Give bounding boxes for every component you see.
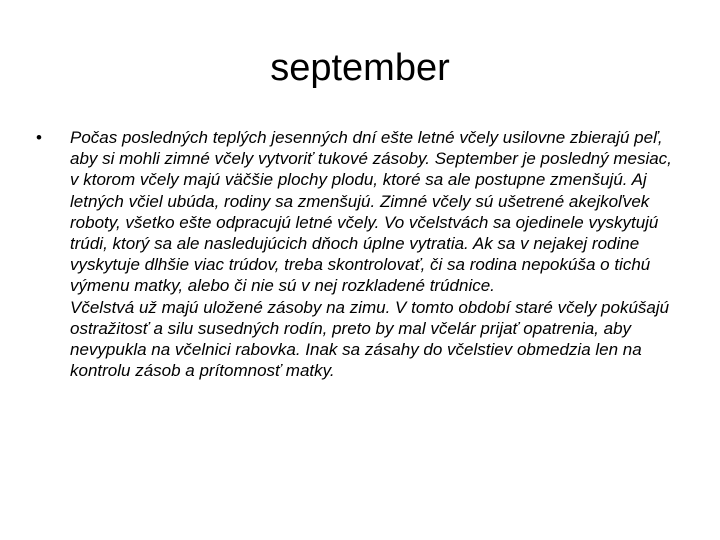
paragraph-1: Počas posledných teplých jesenných dní ešte letné včely usilovne zbierajú peľ, aby si mohli zimné včely vytvoriť tukové zásoby. September je posledný mesiac, v ktorom včely majú väčšie plochy plodu, ktoré sa ale postupne zmenšujú. Aj letných včiel ubúda, rodiny sa zmenšujú. Zimné včely sú ušetrené akejkoľvek roboty, všetko ešte odpracujú letné včely. Vo včelstvách sa ojedinele vyskytujú trúdi, ktorý sa ale nasledujúcich dňoch úplne vytratia. Ak sa v nejakej rodine vyskytuje dlhšie viac trúdov, treba skontrolovať, či sa rodina nepokúša o tichú výmenu matky, alebo či nie sú v nej rozkladené trúdnice.	[70, 128, 672, 296]
bullet-dot: •	[36, 128, 42, 147]
paragraph-2: Včelstvá už majú uložené zásoby na zimu. V tomto období staré včely pokúšajú ostražitosť a silu susedných rodín, preto by mal včelár prijať opatrenia, aby nevypukla na včelnici rabovka. Inak sa zásahy do včelstiev obmedzia len na kontrolu zásob a prítomnosť matky.	[70, 297, 670, 381]
slide-title: september	[270, 47, 450, 89]
bullet-item	[36, 127, 676, 381]
bullet-list	[36, 127, 676, 381]
